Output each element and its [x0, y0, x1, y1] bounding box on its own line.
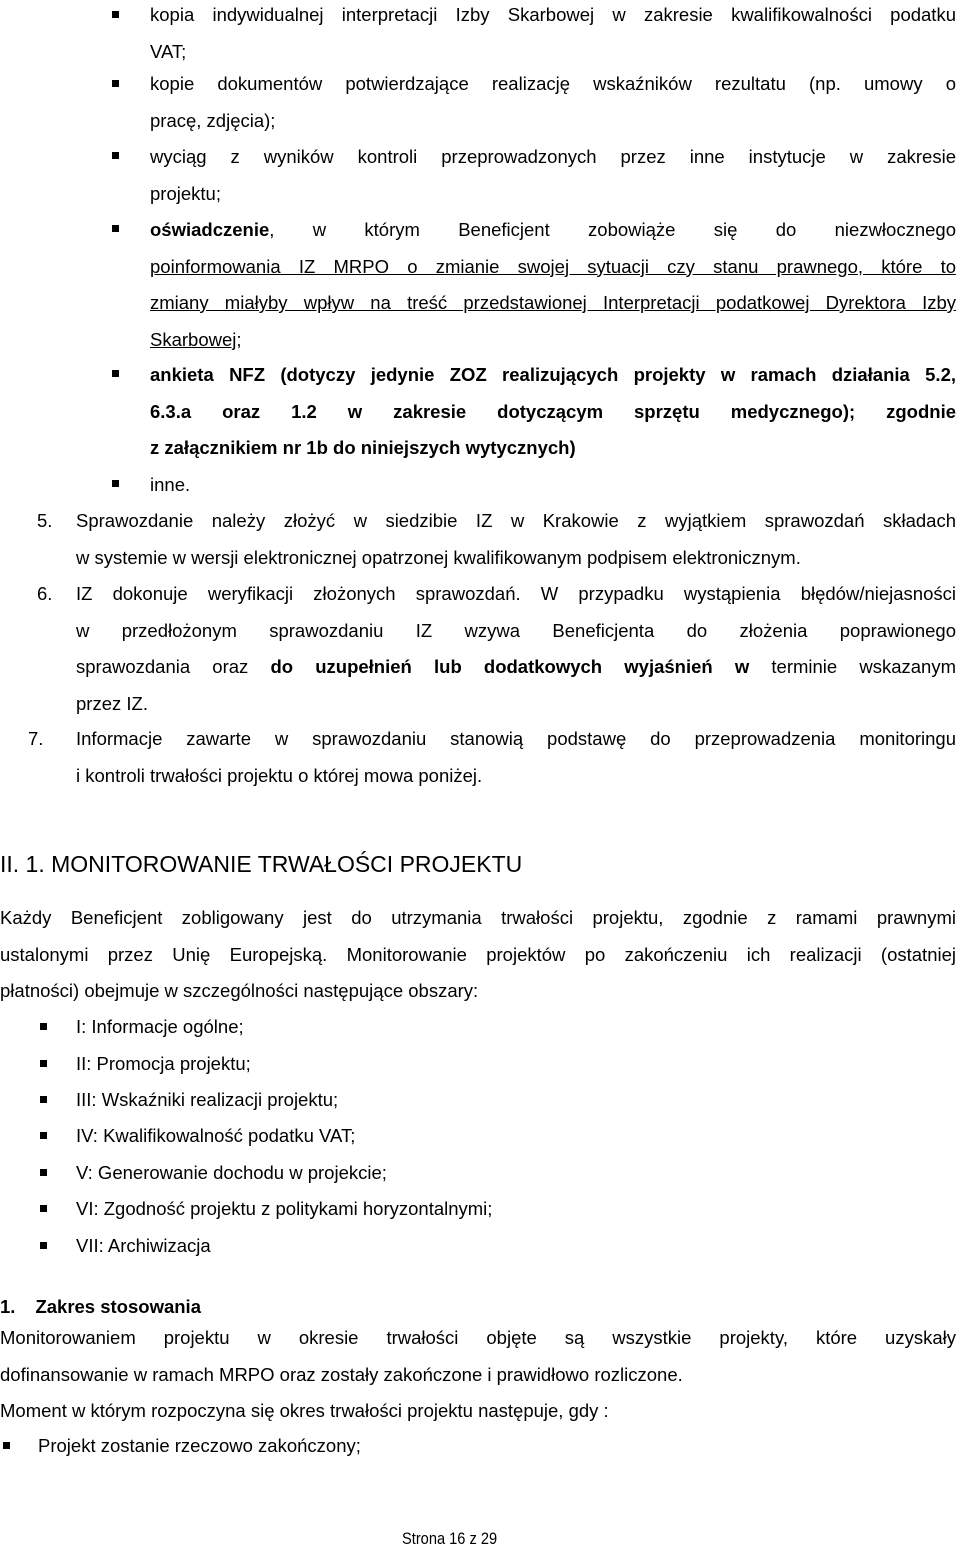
list-item: kopia indywidualnej interpretacji Izby Skarbowej w zakresie kwalifikowalności podatku VAT; — [150, 4, 956, 62]
bullet-square-icon — [3, 1442, 10, 1449]
bullet-square-icon — [112, 152, 119, 159]
point-number: 7. — [28, 728, 44, 749]
list-item: inne. — [150, 474, 191, 495]
point-5-text: Sprawozdanie należy złożyć w siedzibie IZ w Krakowie z wyjątkiem sprawozdań składach w systemie w wersji elektronicznej opatrzonej kwalifikowanym podpisem elektronicznym. — [76, 510, 956, 568]
bullet-square-icon — [112, 480, 119, 487]
point-7-text: Informacje zawarte w sprawozdaniu stanowią podstawę do przeprowadzenia monitoringu i kontroli trwałości projektu o której mowa poniżej. — [76, 728, 956, 786]
bullet-square-icon — [40, 1023, 47, 1030]
section-heading: II. 1. MONITOROWANIE TRWAŁOŚCI PROJEKTU — [0, 851, 523, 877]
bullet-square-icon — [112, 80, 119, 87]
bullet-square-icon — [40, 1060, 47, 1067]
list-item-statement: oświadczenie, w którym Beneficjent zobowiąże się do niezwłocznego poinformowania IZ MRPO o zmianie swojej sytuacji czy stanu prawnego, które to zmiany miałyby wpływ na treść przedstawionej Interpretacji podatkowej Dyrektora Izby Skarbowej; — [150, 219, 956, 350]
bullet-square-icon — [40, 1132, 47, 1139]
bullet-square-icon — [112, 11, 119, 18]
bullet-square-icon — [40, 1096, 47, 1103]
point-6-text: IZ dokonuje weryfikacji złożonych sprawozdań. W przypadku wystąpienia błędów/niejasności w przedłożonym sprawozdaniu IZ wzywa Beneficjenta do złożenia poprawionego sprawozdania oraz do uzupełnień lub dodatkowych wyjaśnień w terminie wskazanym przez IZ. — [76, 583, 957, 714]
area-item: II: Promocja projektu; — [76, 1053, 251, 1074]
bullet-square-icon — [112, 225, 119, 232]
section-1-heading: 1. Zakres stosowania — [0, 1296, 201, 1317]
list-item-nfz: ankieta NFZ (dotyczy jedynie ZOZ realizujących projekty w ramach działania 5.2, 6.3.a oraz 1.2 w zakresie dotyczącym sprzętu medycznego); zgodnie z załącznikiem nr 1b do niniejszych wytycznych) — [150, 364, 956, 458]
point-number: 6. — [37, 583, 53, 604]
area-item: III: Wskaźniki realizacji projektu; — [76, 1089, 339, 1110]
area-item: VI: Zgodność projektu z politykami horyzontalnymi; — [76, 1198, 493, 1219]
point-number: 5. — [37, 510, 53, 531]
bullet-square-icon — [40, 1205, 47, 1212]
page-number-footer: Strona 16 z 29 — [402, 1529, 498, 1548]
bullet-square-icon — [40, 1169, 47, 1176]
section-1-paragraph: Monitorowaniem projektu w okresie trwałości objęte są wszystkie projekty, które uzyskały dofinansowanie w ramach MRPO oraz zostały zakończone i prawidłowo rozliczone. Moment w którym rozpoczyna się okres trwałości projektu następuje, gdy : — [0, 1327, 956, 1421]
bullet-square-icon — [40, 1242, 47, 1249]
intro-paragraph: Każdy Beneficjent zobligowany jest do utrzymania trwałości projektu, zgodnie z ramami prawnymi ustalonymi przez Unię Europejską. Monitorowanie projektów po zakończeniu ich realizacji (ostatniej płatności) obejmuje w szczególności następujące obszary: — [0, 907, 956, 1001]
area-item: I: Informacje ogólne; — [76, 1016, 244, 1037]
bullet-square-icon — [112, 370, 119, 377]
section-1-bullet: Projekt zostanie rzeczowo zakończony; — [38, 1435, 361, 1456]
area-item: IV: Kwalifikowalność podatku VAT; — [76, 1125, 356, 1146]
list-item: wyciąg z wyników kontroli przeprowadzonych przez inne instytucje w zakresie projektu; — [150, 146, 956, 204]
list-item: kopie dokumentów potwierdzające realizację wskaźników rezultatu (np. umowy o pracę, zdjęcia); — [150, 73, 956, 131]
area-item: V: Generowanie dochodu w projekcie; — [76, 1162, 387, 1183]
area-item: VII: Archiwizacja — [76, 1235, 211, 1256]
